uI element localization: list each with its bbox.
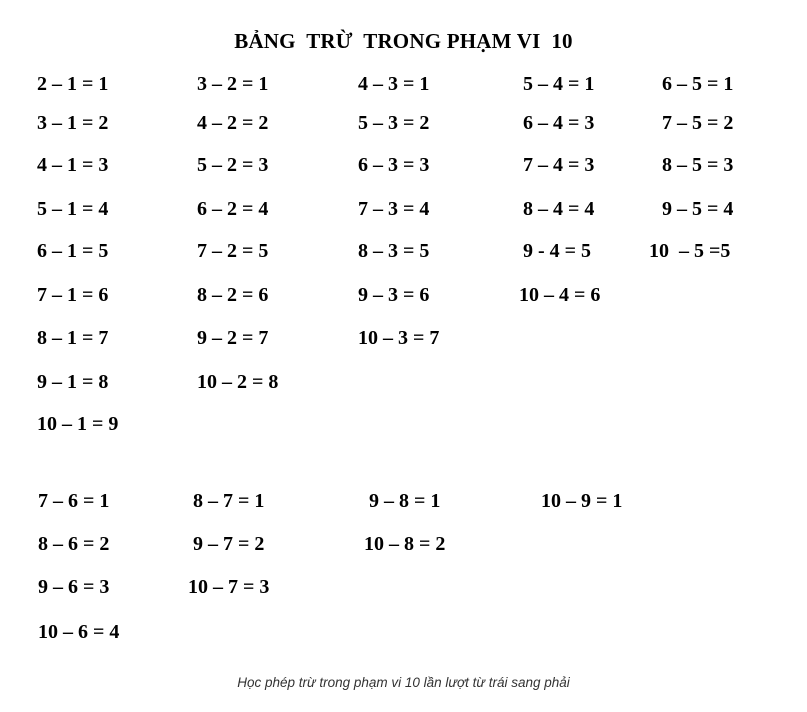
equation: 10 – 2 = 8 [197,371,279,393]
equation: 7 – 1 = 6 [37,284,109,306]
equation: 9 – 6 = 3 [38,576,110,598]
equation: 10 – 4 = 6 [519,284,601,306]
equation: 4 – 2 = 2 [197,112,269,134]
equation: 5 – 2 = 3 [197,154,269,176]
equation: 7 – 3 = 4 [358,198,430,220]
equation: 10 – 1 = 9 [37,413,119,435]
equation: 10 – 5 =5 [649,240,731,262]
equation: 6 – 4 = 3 [523,112,595,134]
equation: 9 – 7 = 2 [193,533,265,555]
equation: 5 – 1 = 4 [37,198,109,220]
equation: 9 – 3 = 6 [358,284,430,306]
equation: 8 – 6 = 2 [38,533,110,555]
equation: 10 – 6 = 4 [38,621,120,643]
equation: 5 – 4 = 1 [523,73,595,95]
equation: 9 – 8 = 1 [369,490,441,512]
equation: 4 – 3 = 1 [358,73,430,95]
equation: 3 – 2 = 1 [197,73,269,95]
equation: 8 – 7 = 1 [193,490,265,512]
equation: 9 – 5 = 4 [662,198,734,220]
equation: 10 – 9 = 1 [541,490,623,512]
equation: 8 – 5 = 3 [662,154,734,176]
equation: 8 – 3 = 5 [358,240,430,262]
equation: 6 – 2 = 4 [197,198,269,220]
equation: 8 – 1 = 7 [37,327,109,349]
equation: 10 – 8 = 2 [364,533,446,555]
equation: 6 – 5 = 1 [662,73,734,95]
equation: 9 - 4 = 5 [523,240,592,262]
equation: 8 – 4 = 4 [523,198,595,220]
equation: 9 – 2 = 7 [197,327,269,349]
equation: 7 – 5 = 2 [662,112,734,134]
equation: 5 – 3 = 2 [358,112,430,134]
equation: 10 – 7 = 3 [188,576,270,598]
equation: 2 – 1 = 1 [37,73,109,95]
equation: 8 – 2 = 6 [197,284,269,306]
equation: 7 – 4 = 3 [523,154,595,176]
page-title: BẢNG TRỪ TRONG PHẠM VI 10 [234,29,573,53]
equation: 6 – 1 = 5 [37,240,109,262]
equation: 6 – 3 = 3 [358,154,430,176]
equation: 4 – 1 = 3 [37,154,109,176]
equation: 7 – 6 = 1 [38,490,110,512]
equation: 10 – 3 = 7 [358,327,440,349]
equation: 9 – 1 = 8 [37,371,109,393]
image-caption: Học phép trừ trong phạm vi 10 lần lượt từ trái sang phải [237,675,570,690]
equation: 3 – 1 = 2 [37,112,109,134]
equation: 7 – 2 = 5 [197,240,269,262]
